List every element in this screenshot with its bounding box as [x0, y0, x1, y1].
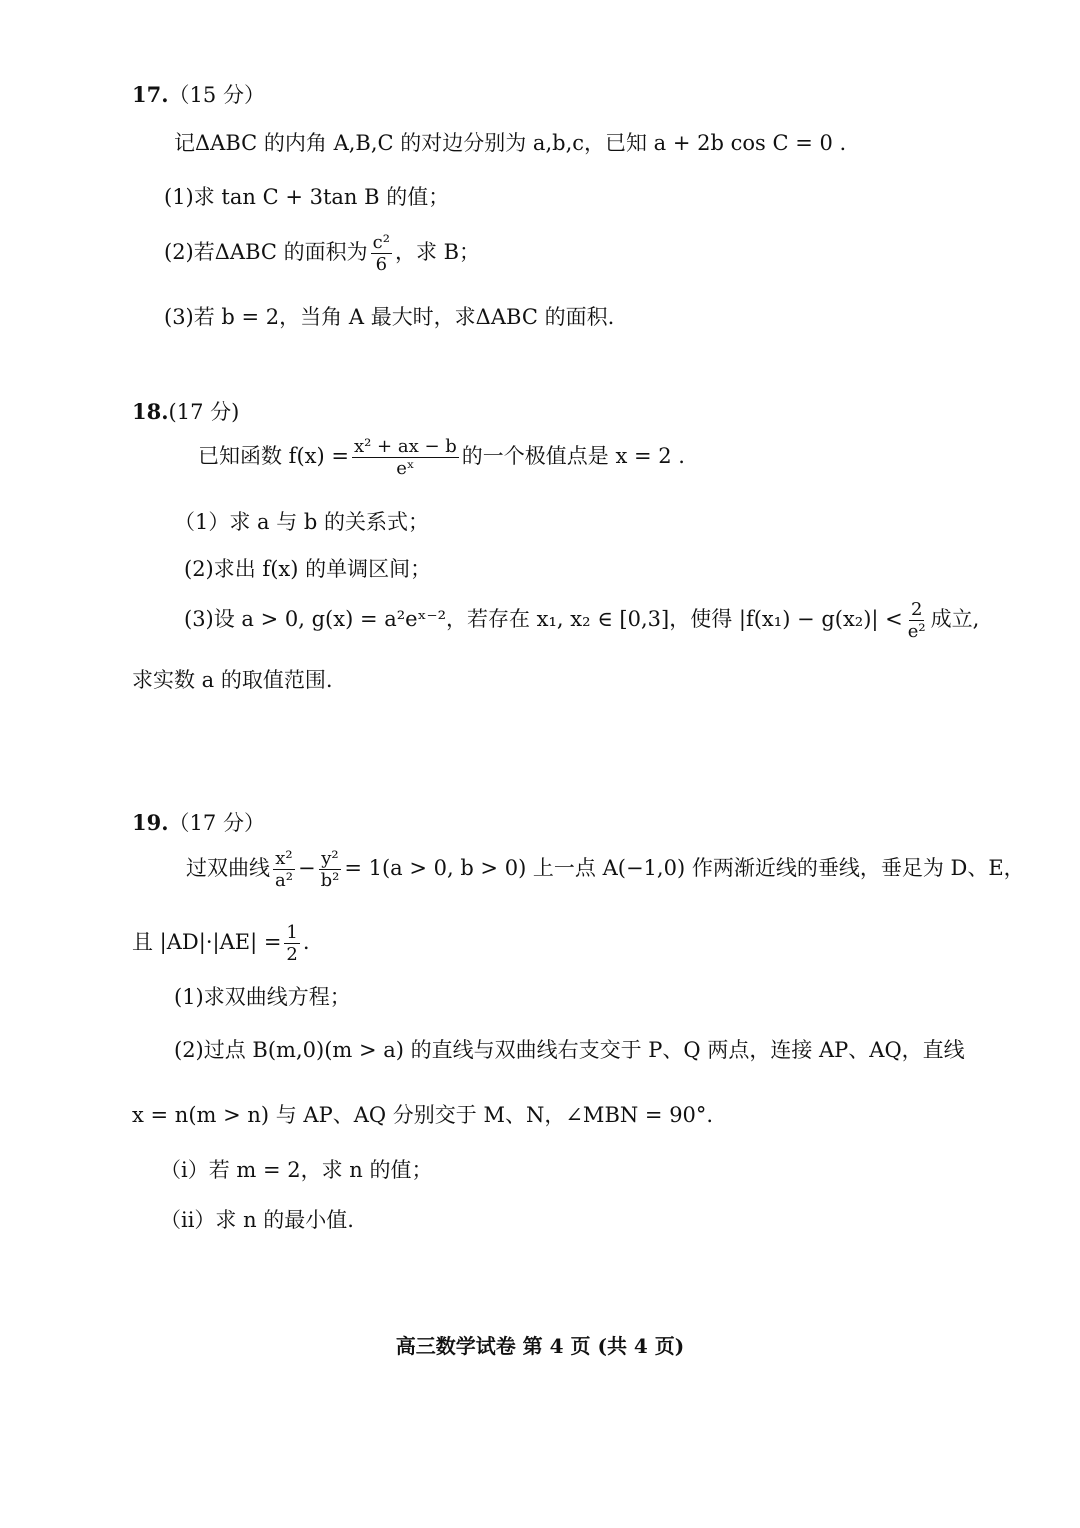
q17-number: 17. — [132, 82, 169, 107]
q19-minus-sign: − — [297, 856, 316, 880]
q18-header — [132, 397, 239, 427]
q19-stem-b: = 1(a > 0, b > 0) 上一点 A(−1,0) 作两渐近线的垂线，垂足为 D、E， — [344, 856, 1025, 880]
q19-subpart-ii: （ii）求 n 的最小值. — [160, 1208, 354, 1232]
q18-bound-numerator: 2 — [910, 599, 923, 620]
q18-bound-denominator: e² — [907, 621, 926, 642]
q19-fraction-x-numerator: x² — [275, 848, 293, 869]
q18-points: (17 分) — [168, 400, 240, 424]
q19-hyperbola-fraction-x — [273, 848, 295, 891]
q17-area-fraction-numerator: c² — [372, 232, 390, 253]
q18-part3 — [184, 599, 979, 642]
q18-function-numerator: x² + ax − b — [353, 436, 457, 457]
q18-stem-pre: 已知函数 f(x) = — [198, 444, 349, 468]
q19-stem-a: 过双曲线 — [186, 856, 270, 880]
q19-points: （17 分） — [168, 811, 265, 835]
q18-number: 18. — [132, 399, 169, 424]
q18-function-denominator: eˣ — [396, 458, 415, 479]
q18-stem-post: 的一个极值点是 x = 2 . — [461, 444, 685, 468]
q19-part2: (2)过点 B(m,0)(m > a) 的直线与双曲线右支交于 P、Q 两点，连接 AP、AQ，直线 — [174, 1038, 965, 1062]
q17-part2-pre: (2)若ΔABC 的面积为 — [164, 240, 368, 264]
q18-part3-post: 成立, — [930, 607, 980, 631]
q17-area-fraction-denominator: 6 — [375, 254, 388, 275]
q17-part2 — [164, 232, 480, 275]
q17-header — [132, 80, 265, 110]
q18-part3-pre: (3)设 a > 0, g(x) = a²eˣ⁻²，若存在 x₁, x₂ ∈ [0,3]，使得 |f(x₁) − g(x₂)| < — [184, 607, 903, 631]
page-footer: 高三数学试卷 第 4 页 (共 4 页) — [395, 1334, 685, 1358]
q19-stem-c: 且 |AD|·|AE| = — [132, 930, 282, 954]
q19-subpart-i: （i）若 m = 2，求 n 的值； — [160, 1158, 433, 1182]
q19-product-denominator: 2 — [286, 944, 298, 965]
q19-part2-continued: x = n(m > n) 与 AP、AQ 分别交于 M、N，∠MBN = 90°. — [132, 1103, 714, 1127]
q19-product-numerator: 1 — [286, 922, 298, 943]
q19-fraction-y-denominator: b² — [320, 870, 340, 891]
q17-area-fraction — [371, 232, 392, 275]
q19-stem-c-post: . — [302, 930, 310, 954]
q18-stem — [198, 436, 685, 479]
q19-header — [132, 808, 265, 838]
q19-fraction-x-denominator: a² — [275, 870, 293, 891]
q17-stem: 记ΔABC 的内角 A,B,C 的对边分别为 a,b,c，已知 a + 2b cos C = 0 . — [174, 131, 847, 155]
q19-hyperbola-fraction-y — [319, 848, 342, 891]
q19-stem — [186, 848, 1025, 891]
q17-part1: (1)求 tan C + 3tan B 的值； — [164, 185, 450, 209]
q19-fraction-y-numerator: y² — [321, 848, 339, 869]
q18-part3-continued: 求实数 a 的取值范围. — [132, 668, 333, 692]
q17-part2-post: ，求 B； — [394, 240, 481, 264]
q18-part2: (2)求出 f(x) 的单调区间； — [184, 557, 432, 581]
q18-part1: （1）求 a 与 b 的关系式； — [174, 510, 430, 534]
q19-product-fraction — [284, 922, 299, 965]
q17-part3: (3)若 b = 2，当角 A 最大时，求ΔABC 的面积. — [164, 305, 615, 329]
q19-stem-continued — [132, 922, 310, 965]
q18-function-fraction — [352, 436, 459, 479]
q19-number: 19. — [132, 810, 169, 835]
q18-bound-fraction — [906, 599, 928, 642]
q17-points: （15 分） — [168, 83, 265, 107]
q19-part1: (1)求双曲线方程； — [174, 985, 351, 1009]
